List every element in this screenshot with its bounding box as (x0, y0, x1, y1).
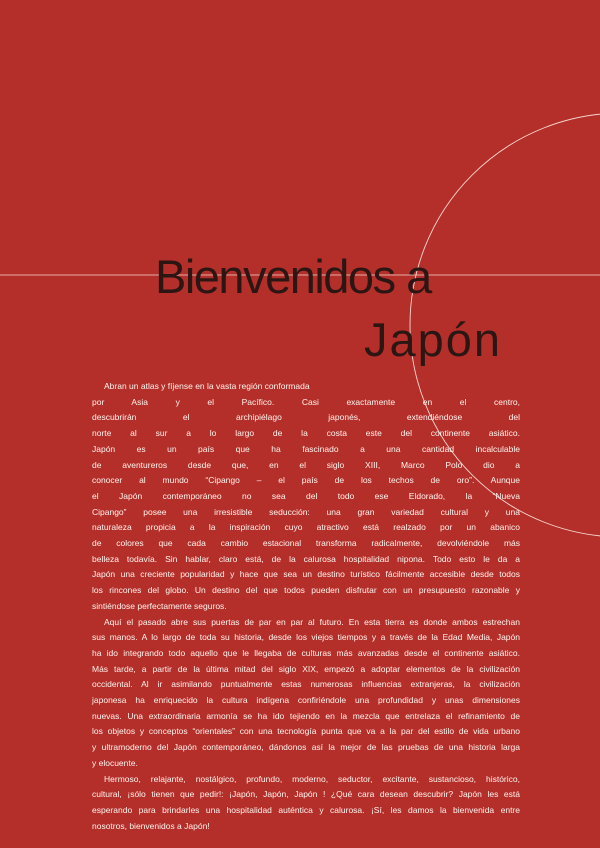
body-line: sus manos. A lo largo de toda su historia, desde los viejos tiempos y a través de la Edad Media, Japón (92, 632, 520, 643)
body-line: los rincones del globo. Un destino del que todos pueden disfrutar con un presupuesto razonable y (92, 585, 520, 596)
body-line: Cipango” posee una irresistible seducción: una gran variedad cultural y una (92, 506, 520, 517)
body-line: Hermoso, relajante, nostálgico, profundo, moderno, seductor, excitante, sustancioso, histórico, (104, 773, 520, 784)
body-line: cultural, ¡sólo tienen que pedir!: ¡Japón, Japón, Japón ! ¿Qué cara desean descubrir? Japón les está (92, 789, 520, 800)
body-line: de aventureros desde que, en el siglo XIII, Marco Polo dio a (92, 459, 520, 470)
body-text (92, 379, 520, 834)
page-title-line2: Japón (364, 313, 503, 366)
body-line: japonesa ha enriquecido la cultura indígena confiriéndole una profundidad y unas dimensiones (92, 695, 520, 706)
body-line: esperando para brindarles una hospitalidad auténtica y calurosa. ¡Sí, les damos la bienvenida entre (92, 804, 520, 815)
body-line: Aquí el pasado abre sus puertas de par en par al futuro. En esta tierra es donde ambos estrechan (104, 616, 520, 627)
body-line: naturaleza propicia a la inspiración cuyo atractivo está realzado por un abanico (92, 522, 520, 533)
body-line: Japón una creciente popularidad y hace que sea un destino turístico fácilmente accesible desde todos (92, 569, 520, 580)
body-line: conocer al mundo “Cipango – el país de los techos de oro”. Aunque (92, 475, 520, 486)
body-line: los objetos y conceptos “orientales” con una tecnología punta que va a la par del estilo de vida urbano (92, 726, 520, 737)
body-line: el Japón contemporáneo no sea del todo ese Eldorado, la “Nueva (92, 490, 520, 501)
body-line: de colores que cada cambio estacional transforma radicalmente, devolviéndole más (92, 538, 520, 549)
body-line: sintiéndose perfectamente seguros. (92, 600, 227, 611)
body-line: nosotros, bienvenidos a Japón! (92, 820, 210, 831)
body-line: occidental. Al ir asimilando puntualmente estas numerosas influencias extranjeras, la civilización (92, 679, 520, 690)
body-line: nuevas. Una extraordinaria armonía se ha ido tejiendo en la mezcla que entrelaza el refinamiento de (92, 710, 520, 721)
body-line: y ultramoderno del Japón contemporáneo, dándonos así la mejor de las pruebas de una historia larga (92, 742, 520, 753)
body-line: ha ido integrando todo aquello que le llegaba de culturas más avanzadas desde el continente asiático. (92, 647, 520, 658)
body-line: Abran un atlas y fíjense en la vasta región conformada (104, 381, 310, 391)
body-line: por Asia y el Pacífico. Casi exactamente en el centro, (92, 396, 520, 407)
page-title-line1: Bienvenidos a (155, 250, 431, 303)
body-line: Japón es un país que ha fascinado a una cantidad incalculable (92, 443, 520, 454)
body-line: Más tarde, a partir de la última mitad del siglo XIX, empezó a adoptar elementos de la civilización (92, 663, 520, 674)
body-line: norte al sur a lo largo de la costa este del continente asiático. (92, 428, 520, 439)
body-line: y elocuente. (92, 757, 138, 768)
body-line: descubrirán el archipiélago japonés, extendiéndose del (92, 412, 520, 423)
body-line: belleza todavía. Sin hablar, claro está, de la calurosa hospitalidad nipona. Todo esto le da a (92, 553, 520, 564)
